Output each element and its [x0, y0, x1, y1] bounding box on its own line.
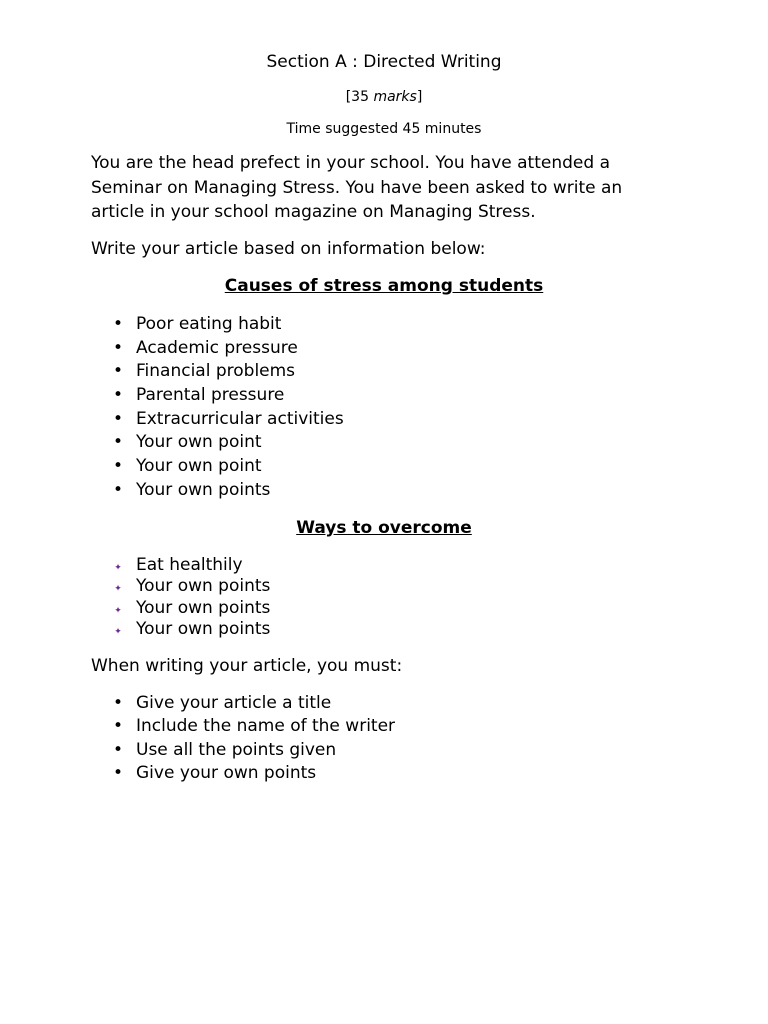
causes-heading: Causes of stress among students: [224, 276, 544, 296]
bullet-icon: •: [112, 479, 124, 500]
list-item: • Your own point: [0, 431, 344, 455]
star-bullet-icon: ✦: [114, 626, 122, 637]
causes-list: [0, 313, 344, 503]
list-item: • Include the name of the writer: [0, 715, 395, 738]
list-item: • Your own point: [0, 455, 344, 479]
bullet-icon: •: [112, 762, 124, 783]
requirements-list: [0, 692, 395, 785]
list-item: ✦ Eat healthily: [0, 555, 270, 576]
star-bullet-icon: ✦: [114, 605, 122, 616]
list-item: ✦ Your own points: [0, 598, 270, 619]
bullet-icon: •: [112, 739, 124, 760]
intro-paragraph: [91, 151, 691, 225]
list-item: • Financial problems: [0, 360, 344, 384]
list-item: ✦ Your own points: [0, 619, 270, 640]
requirements-intro: When writing your article, you must:: [91, 656, 403, 676]
list-item: • Poor eating habit: [0, 313, 344, 337]
ways-list: [0, 555, 270, 640]
list-item: • Parental pressure: [0, 384, 344, 408]
list-item: • Your own points: [0, 479, 344, 503]
time-suggested: Time suggested 45 minutes: [286, 121, 482, 137]
intro-line: article in your school magazine on Managing Stress.: [91, 202, 536, 222]
list-item: • Give your article a title: [0, 692, 395, 715]
intro-line: Seminar on Managing Stress. You have been asked to write an: [91, 177, 623, 198]
ways-heading: Ways to overcome: [296, 518, 472, 538]
bullet-icon: •: [112, 432, 124, 453]
bullet-icon: •: [112, 456, 124, 477]
bullet-icon: •: [112, 337, 124, 358]
bullet-icon: •: [112, 385, 124, 406]
star-bullet-icon: ✦: [114, 563, 122, 573]
marks-word: marks: [373, 89, 417, 105]
bullet-icon: •: [112, 716, 124, 737]
bullet-icon: •: [112, 693, 124, 713]
marks-close: ]: [416, 89, 423, 105]
list-item: • Extracurricular activities: [0, 408, 344, 432]
bullet-icon: •: [112, 361, 124, 382]
list-item: • Use all the points given: [0, 739, 395, 762]
list-item: ✦ Your own points: [0, 576, 270, 597]
list-item: • Academic pressure: [0, 337, 344, 361]
marks-line: [0, 87, 768, 107]
marks-open: [35: [345, 89, 374, 105]
list-item: • Give your own points: [0, 762, 395, 785]
bullet-icon: •: [112, 408, 124, 429]
instruction-text: Write your article based on information below:: [91, 239, 486, 259]
bullet-icon: •: [112, 314, 124, 334]
star-bullet-icon: ✦: [114, 584, 122, 595]
section-title: Section A : Directed Writing: [266, 52, 502, 72]
intro-line: You are the head prefect in your school. You have attended a: [91, 153, 610, 173]
